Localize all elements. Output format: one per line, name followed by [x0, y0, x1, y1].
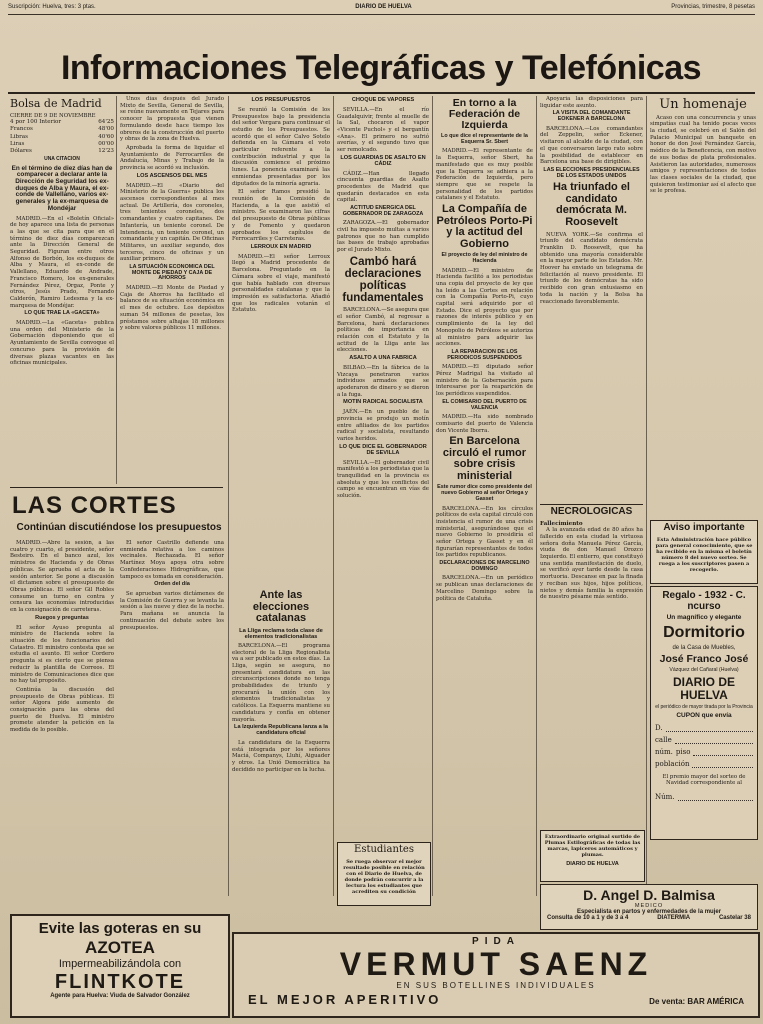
vermut-venta: De venta: BAR AMÉRICA: [649, 997, 744, 1006]
column-5: [436, 96, 533, 896]
balmisa-diat: DIATERMIA: [657, 915, 691, 921]
col4-sec5-body: JAÉN.—En un pueblo de la provincia se produjo un motín entre afiliados de los partidos radical y socialista, resultando varios heridos.: [337, 409, 429, 443]
form-field-street: calle: [655, 736, 753, 744]
regalo-box: [650, 586, 758, 840]
elecciones-sub2: La Izquierda Republicana lanza a la candidatura oficial: [234, 724, 328, 737]
divider: [432, 96, 433, 896]
col5-sec3-body: BARCELONA.—En un periódico se publican unas declaraciones de Marcelino Domingo sobre la política de Cataluña.: [436, 575, 533, 602]
divider: [116, 96, 117, 484]
col2-sec2-body: MADRID.—El Monte de Piedad y Caja de Ahorros ha facilitado el balance de su situación económica en el mes de octubre. Los depósitos suman 54 millones de pesetas, los préstamos sobre alhajas 18 millones y sobre valores públicos 11 millones.: [120, 285, 224, 332]
balmisa-name: D. Angel D. Balmisa: [583, 887, 715, 903]
balmisa-title: MEDICO: [634, 903, 664, 909]
header-right: Provincias, trimestre, 8 pesetas: [671, 4, 755, 10]
estudiantes-sub: Se ruega observar el mejor resultado posible en relación con el Diario de Huelva, de donde podrán concurrir a la lectura los estudiantes que acrediten su condición: [343, 858, 425, 895]
regalo-cupon: CUPON que envía: [676, 711, 732, 719]
balmisa-addr: Castelar 38: [718, 915, 751, 921]
bolsa-table: [10, 119, 114, 155]
flintkote-line3: Impermeabilizándola con: [58, 958, 182, 970]
col1-sec1-title: UNA CITACION: [44, 156, 80, 163]
bolsa-value: 48'00: [98, 126, 114, 133]
cortes-title: LAS CORTES: [12, 492, 177, 519]
column-4: [337, 96, 429, 836]
balmisa-ad: [540, 884, 758, 930]
col4-sec2-title: LOS GUARDIAS DE ASALTO EN CÁDIZ: [340, 154, 426, 167]
estudiantes-head: Estudiantes: [354, 844, 414, 855]
regalo-big: Dormitorio: [663, 623, 745, 641]
bolsa-label: Dólares: [10, 148, 32, 155]
bolsa-value: 64'25: [98, 119, 114, 126]
bolsa-label: 4 por 100 Interior: [10, 119, 62, 126]
col4-sec6-title: LO QUE DICE EL GOBERNADOR DE SEVILLA: [339, 443, 427, 456]
form-field-name: D.: [655, 724, 753, 732]
flintkote-ad: [10, 914, 230, 1018]
col4-big-head: Cambó hará declaraciones políticas fundamentales: [342, 255, 424, 305]
col5-sub3: Este rumor dice como presidente del nuevo Gobierno al señor Ortega y Gasset: [437, 484, 532, 502]
header-left: Suscripción: Huelva, tres: 3 ptas.: [8, 4, 96, 10]
col2-body-b: Aprobada la forma de liquidar el Ayuntamiento de Ferrocarriles de Andalucía, Minas y Trabajo de la provincia se acordó su inclusión.: [120, 144, 224, 172]
cortes-body-b: El señor Ayuso pregunta al ministro de Hacienda sobre la situación de los funcionarios del Catastro. El ministro contesta que se estudia el asunto. El señor Cordero pregunta si es cierto que se piensa reducir la plantilla de Correos. El ministro de Comunicaciones dice que no hay tal propósito.: [10, 624, 114, 685]
col2-body-a: Unos días después del Jurado Mixto de Sevilla, General de Sevilla, se reúne nuevamente en Tejares para conocer la propuesta que vienen formulando desde hace tiempo los obreros de la construcción del puerto y obras de la zona de Huelva.: [120, 96, 224, 143]
flintkote-agent: Agente para Huelva: Viuda de Salvador González: [50, 993, 190, 999]
col6-sec1-body: BARCELONA.—Los comandantes del Zeppelin, señor Eckener, visitaron al alcalde de la ciudad, con el que conversaron largo rato sobre la posibilidad de establecer en Barcelona una base de dirigibles.: [540, 125, 643, 166]
col4-sec4-title: ASALTO A UNA FABRICA: [349, 355, 417, 362]
col5-head1: En torno a la Federación de Izquierda: [448, 97, 521, 132]
form-field-town: población: [655, 760, 753, 768]
estudiantes-box: [337, 842, 431, 906]
cortes-body-a: MADRID.—Abre la sesión, a las cuatro y cuarto, el presidente, señor Besteiro. En el banco azul, los ministros de Hacienda y de Obras públicas. Se aprueba el acta de la sesión anterior. Se pone a discusión el dictamen sobre el presupuesto de Obras públicas. El señor Gil Robles consume un turno en contra y censura las economías introducidas en la consignación de carreteras.: [10, 540, 114, 614]
col1-sec2-title: LO QUE TRAE LA «GACETA»: [24, 310, 100, 317]
bolsa-row: [10, 126, 114, 133]
bolsa-label: Liras: [10, 140, 25, 147]
col4-sec5-title: MOTIN RADICAL SOCIALISTA: [343, 399, 423, 406]
col5-sec2-title: EL COMISARIO DEL PUERTO DE VALENCIA: [442, 398, 527, 411]
cortes-body-e: Se aprueban varios dictámenes de la Comisión de Guerra y se levanta la sesión a las nueve y diez de la noche. Para mañana se anuncia la continuación del debate sobre los presupuestos.: [120, 591, 224, 631]
col3-sec1-title: LOS PRESUPUESTOS: [251, 97, 311, 103]
bolsa-value: 00'00: [98, 140, 114, 147]
header-center: DIARIO DE HUELVA: [355, 4, 412, 10]
col4-sec3-title: ACTITUD ENERGICA DEL GOBERNADOR DE ZARAGOZA: [342, 205, 424, 217]
flintkote-line1: Evite las goteras en su: [38, 920, 202, 937]
col6-sec2-title: LAS ELECCIONES PRESIDENCIALES DE LOS ESTADOS UNIDOS: [543, 166, 640, 179]
col4-sec3-body: ZARAGOZA.—El gobernador civil ha impuesto multas a varios patronos que no han cumplido las bases de trabajo aprobadas por el Jurado Mixto.: [337, 220, 429, 254]
aviso-body: Esta Administración hace público para general conocimiento, que se ha recibido en la misma el boletín número 8 del nuevo sorteo. Se ruega a los suscriptores pasen a recogerlo.: [655, 536, 753, 573]
header-line: [8, 4, 755, 15]
vermut-pida: PIDA: [472, 936, 520, 947]
form-field-prize-number: Núm.: [651, 793, 757, 801]
cortes-body-d: El señor Castrillo defiende una enmienda relativa a los caminos vecinales. Rechazada. El señor Martínez Moya apoya otra sobre Confederaciones Hidrográficas, que tampoco es tomada en consideración.: [120, 540, 224, 580]
form-field-number: núm. piso: [655, 748, 753, 756]
col4-sec4-body: BILBAO.—En la fábrica de la Vizcaya penetraron varios individuos armados que se apoderaron de dinero y se dieron a la fuga.: [337, 364, 429, 398]
vermut-ad: [232, 932, 760, 1018]
regalo-sub: Un magnífico y elegante: [666, 614, 742, 621]
col5-sub1: Lo que dice el representante de la Esquerra Sr. Sbert: [441, 133, 528, 145]
col5-sec1-body: MADRID.—El diputado señor Pérez Madrigal ha visitado al ministro de la Gobernación para interesarse por la reaparición de los periódicos suspendidos.: [436, 364, 533, 398]
cortes-orden: Orden del día: [154, 581, 190, 588]
regalo-name: José Franco José: [659, 652, 749, 665]
col1-sec1-head: En el término de diez días han de comparecer a declarar ante la Dirección de Seguridad los ex-duques de Alba y Maura, el ex-conde de Vallellano, varios ex-generales y la ex-marquesa de Mondéjar: [11, 164, 113, 212]
homenaje: [650, 96, 756, 504]
col6-body0: Apoyaría las disposiciones para liquidar este asunto.: [540, 96, 643, 109]
aviso-title: Aviso importante: [663, 522, 745, 533]
vermut-slogan: EL MEJOR APERITIVO: [248, 992, 442, 1007]
col4-sec2-body: CÁDIZ.—Han llegado cincuenta guardias de Asalto procedentes de Madrid que quedarán destacados en esta capital.: [337, 170, 429, 204]
masthead: Informaciones Telegráficas y Telefónicas: [60, 49, 702, 87]
elecciones: [232, 588, 330, 908]
col4-sec1-body: SEVILLA.—En el río Guadalquivir, frente al muelle de la Sal, chocaron el vapor «Vicente Puchol» y el bergantín «Ana». El primero no sufrió averías, y el segundo tuvo que ser remolcado.: [337, 106, 429, 154]
column-3: [232, 96, 330, 584]
elecciones-body2: La candidatura de la Esquerra está integrada por los señores Maciá, Companys, Lluhí, Aiguader y otros. La Unió Democràtica ha decidido no participar en la lucha.: [232, 739, 330, 773]
cortes-body-c: Continúa la discusión del presupuesto de Obras públicas. El señor Algora pide aumento de consignación para las obras del puerto de Huelva. El ministro promete atender la petición en la medida de lo posible.: [10, 686, 114, 734]
col5-sec3-title: DECLARACIONES DE MARCELINO DOMINGO: [439, 560, 530, 572]
col5-head3: En Barcelona circuló el rumor sobre crisis ministerial: [442, 435, 527, 482]
bolsa-row: [10, 148, 114, 155]
column-6: [540, 96, 643, 500]
bolsa-label: Francos: [10, 126, 33, 133]
cortes-col-1: [10, 540, 114, 910]
column-2: [120, 96, 224, 456]
necro-title: NECROLOGICAS: [550, 506, 633, 517]
bolsa-row: [10, 119, 114, 126]
bolsa-value: 40'60: [98, 133, 114, 140]
elecciones-head: Ante las elecciones catalanas: [252, 589, 310, 625]
divider: [228, 96, 229, 896]
homenaje-body: Acaso con una concurrencia y unas simpatías cual ha tenido pocas veces la ciudad, se celebró en el Salón del Palacio Municipal un banquete en honor de don José Fernández García, médico de la Beneficencia, con motivo de sus bodas de plata profesionales. Asistieron las autoridades, numerosos amigos y representaciones de todas las clases sociales de la ciudad, que quisieron testimoniar así el afecto que se le profesa.: [650, 114, 756, 195]
col1-sec2-body: MADRID.—La «Gaceta» publica una orden del Ministerio de la Gobernación disponiendo que el Ayuntamiento de Sevilla convoque el concurso para la provisión de diversas plazas vacantes en las oficinas municipales.: [10, 320, 114, 367]
cortes-col-2: [120, 540, 224, 910]
cortes-subtitle: Continúan discutiéndose los presupuestos: [16, 522, 222, 533]
bolsa-label: Libras: [10, 133, 28, 140]
necrologicas: [540, 504, 643, 825]
necro-body: A la avanzada edad de 80 años ha fallecido en esta ciudad la virtuosa señora doña Manuela Pérez García, viuda de don Manuel Orozco Izquierdo. El entierro, que constituyó una sentida manifestación de duelo, se verificó ayer tarde desde la casa mortuoria. Descanse en paz la finada y reciban sus hijos, hijos políticos, nietos y demás familia la expresión de nuestro pésame más sentido.: [540, 527, 643, 601]
col3-sec1-body: Se reunió la Comisión de los Presupuestos bajo la presidencia del señor Vergara para continuar el estudio de los Presupuestos. Se acordó que el señor Calvo Sotelo defienda en la Cámara el voto particular referente a la contribución industrial y que la discusión comience el próximo lunes. La ponencia examinará las enmiendas presentadas por los diputados de la minoría agraria.: [232, 106, 330, 187]
col5-sec2-body: MADRID.—Ha sido nombrado comisario del puerto de Valencia don Vicente Iborra.: [436, 414, 533, 434]
col5-body2: MADRID.—El ministro de Hacienda facilitó a los periodistas una copia del proyecto de ley que ha leído a las Cortes en relación con la Compañía Porto-Pi, cuyo capital será adquirido por el Estado. Dice el proyecto que por razones de interés público y en cumplimiento de la ley del Monopolio de Petróleos se autoriza al ministro para adquirir las acciones.: [436, 267, 533, 348]
col2-sec1-title: LOS ASCENSOS DEL MES: [136, 172, 208, 179]
cortes-rule: [10, 487, 223, 488]
divider: [646, 96, 647, 906]
col1-sec1-body: MADRID.—En el «Boletín Oficial» de hoy aparece una lista de personas a las que se cita para que en el término de diez días comparezcan ante la Dirección General de Seguridad. Figuran entre otros Alfonso de Borbón, los ex-duques de Alba y Maura, el ex-conde de Vallellano, Eduardo de Andrade, Francisco Romero, los ex-generales Fernández Pérez, Orgaz, Ponte y otros, Jesús Prado, Fernando Calderón, Ramiro Ledesma y la ex-marquesa de Mondéjar.: [10, 215, 114, 309]
vermut-sub: EN SUS BOTELLINES INDIVIDUALES: [396, 981, 596, 990]
bolsa-value: 12'23: [98, 148, 114, 155]
regalo-line: de la Casa de Muebles,: [672, 644, 736, 651]
regalo-paper-sub: el periódico de mayor tirada por la Provincia: [655, 703, 753, 710]
col4-sec6-body: SEVILLA.—El gobernador civil manifestó a los periodistas que la tranquilidad en la provincia es absoluta y que los conflictos del campo se encuentran en vías de solución.: [337, 459, 429, 500]
flintkote-line2: AZOTEA: [85, 938, 155, 957]
regalo-paper: DIARIO DE HUELVA: [672, 675, 735, 702]
balmisa-spec: Especialista en partos y enfermedades de la mujer: [576, 909, 722, 915]
extra-text: Extraordinario original surtido de Plumas Estilográficas de todas las marcas, lapiceros automáticos y plumas.: [544, 834, 641, 858]
bolsa-subtitle: CIERRE DE 9 DE NOVIEMBRE: [10, 112, 96, 119]
col5-sub2: El proyecto de ley del ministro de Hacienda: [441, 252, 528, 264]
col5-sec1-title: LA REPARACION DE LOS PERIODICOS SUSPENDIDOS: [447, 348, 522, 361]
balmisa-cons: Consulta de 10 a 1 y de 3 a 4: [547, 915, 629, 921]
aviso-box: [650, 520, 758, 584]
extra-sub: DIARIO DE HUELVA: [566, 861, 619, 867]
necro-sub: Fallecimiento: [540, 520, 583, 527]
homenaje-title: Un homenaje: [659, 97, 747, 112]
col4-sec1-title: CHOQUE DE VAPORES: [351, 97, 415, 103]
bolsa-row: [10, 141, 114, 148]
col6-sec1-title: LA VISITA DEL COMANDANTE EOKENER A BARCELONA: [552, 110, 631, 123]
masthead-rule: [8, 92, 755, 94]
column-1: [10, 96, 114, 484]
regalo-title: Regalo - 1932 - C. ncurso: [662, 590, 746, 612]
col5-body3: BARCELONA.—En los círculos políticos de esta capital circuló con insistencia el rumor de una crisis ministerial, asegurándose que el nuevo Gobierno lo presidiría el señor Ortega y Gasset y en él figurarían representantes de todos los partidos republicanos.: [436, 505, 533, 559]
col3-sec3-body: MADRID.—El señor Lerroux llegó a Madrid procedente de Barcelona. Preguntado en la Cámara sobre el viaje, manifestó que había hablado con diversas personalidades catalanas y que la impresión es satisfactoria. Añadió que los radicales votarán el Estatuto.: [232, 253, 330, 314]
divider: [536, 96, 537, 896]
divider: [333, 96, 334, 896]
col5-head2: La Compañía de Petróleos Porto-Pi y la actitud del Gobierno: [436, 203, 533, 250]
col4-big-body: BARCELONA.—Se asegura que el señor Cambó, al regresar a Barcelona, hará declaraciones políticas de importancia en relación con el Estatuto y la actitud de la Lliga ante las elecciones.: [337, 307, 429, 354]
col2-sec1-body: MADRID.—El «Diario del Ministerio de la Guerra» publica los ascensos correspondientes al mes actual. De Artillería, dos coroneles, tres tenientes coroneles, dos comandantes y cuatro capitanes. De Infantería, un teniente coronel. De Intendencia, un teniente coronel, un comandante y un capitán. De Oficinas Militares, un auxiliar segundo, dos terceros, cinco de oficinas y un auxiliar primero.: [120, 182, 224, 263]
vermut-brand: VERMUT SAENZ: [339, 946, 653, 982]
bolsa-row: [10, 134, 114, 141]
regalo-prize: El premio mayor del sorteo de Navidad correspondiente al: [662, 773, 746, 787]
col5-body1: MADRID.—El representante de la Esquerra, señor Sbert, ha manifestado que es muy posible que la Esquerra se adhiera a la Federación de Izquierda, pero siempre que se respete la personalidad de los partidos catalanes y el Estatuto.: [436, 148, 533, 202]
bolsa-title: Bolsa de Madrid: [10, 97, 102, 110]
cortes-section: Ruegos y preguntas: [35, 614, 89, 621]
col2-sec2-title: LA SITUACIÓN ECONOMICA DEL MONTE DE PIEDAD Y CAJA DE AHORROS: [129, 264, 215, 282]
regalo-addr: Vázquez del Cañaral (Huelva): [669, 666, 739, 673]
extra-box: [540, 830, 645, 882]
col6-big-body: NUEVA YORK.—Se confirma el triunfo del candidato demócrata Franklin D. Roosevelt, que ha obtenido una mayoría considerable en la mayor parte de los Estados. Mr. Hoover ha enviado un telegrama de felicitación al nuevo presidente. El triunfo de los demócratas ha sido recibido con gran entusiasmo en toda la nación y la Bolsa ha reaccionado favorablemente.: [540, 231, 643, 305]
flintkote-brand: FLINTKOTE: [54, 971, 186, 993]
col6-big-head: Ha triunfado el candidato demócrata M. Roosevelt: [552, 181, 630, 228]
elecciones-body: BARCELONA.—El programa electoral de la Lliga Regionalista va a ser publicado en estos días. La Lliga, según se asegura, no presentará candidatura en las circunscripciones donde no tenga probabilidades de triunfo y procurará la unión con los elementos tradicionalistas y católicos. La Esquerra mantiene su candidatura y confía en obtener mayoría.: [232, 642, 330, 723]
col3-sec3-title: LERROUX EN MADRID: [250, 243, 312, 250]
col3-sec2-body: El señor Ramos presidió la reunión de la Comisión de Hacienda, a la que asistió el ministro. Se examinaron las cifras del presupuesto de Obras públicas y de Fomento y quedaron aprobados los capítulos de Ferrocarriles y Carreteras.: [232, 189, 330, 243]
elecciones-sub: La Lliga reclama toda clase de elementos tradicionalistas: [239, 627, 323, 640]
